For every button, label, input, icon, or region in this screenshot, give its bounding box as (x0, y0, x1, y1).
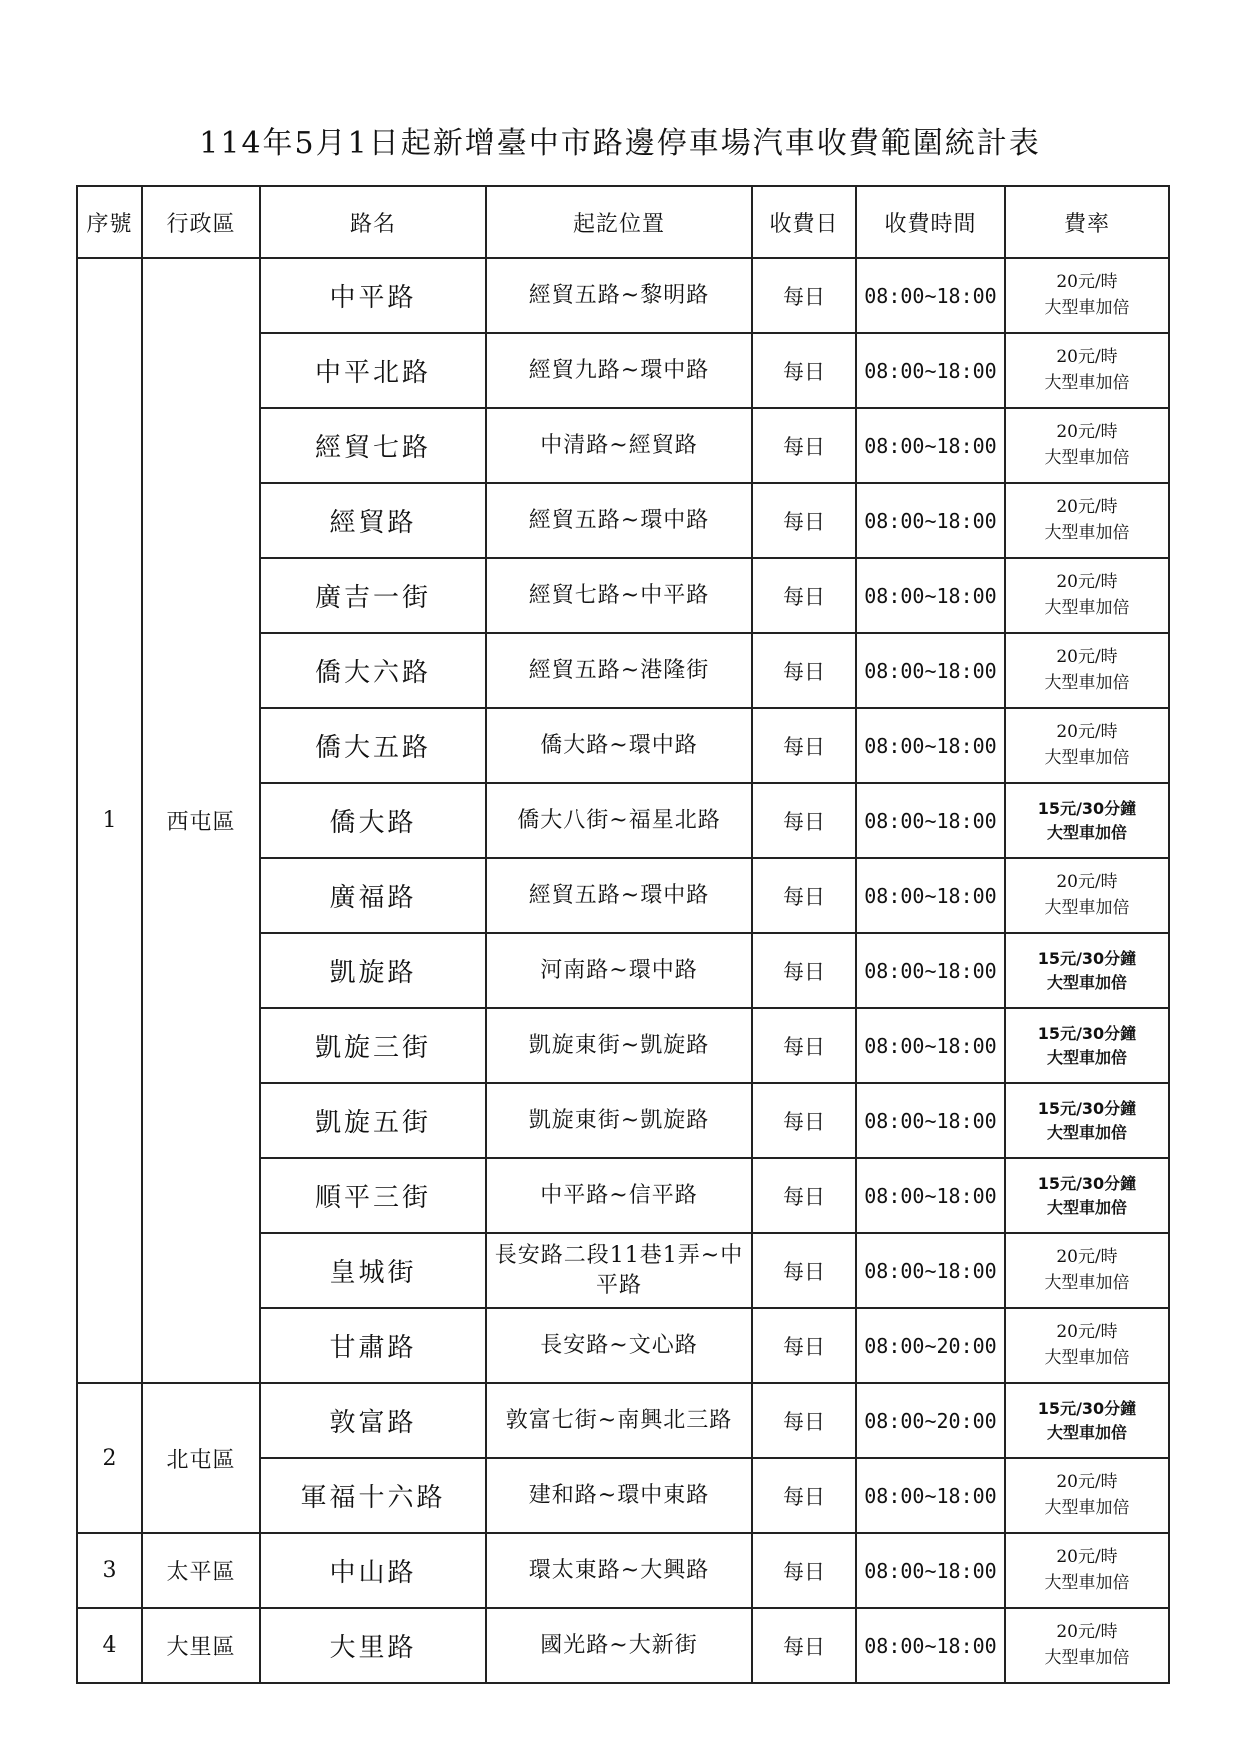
header-road: 路名 (260, 186, 486, 258)
header-rate: 費率 (1005, 186, 1169, 258)
road-range-cell: 僑大路~環中路 (486, 708, 752, 783)
rate-price: 15元/30分鐘 (1037, 798, 1137, 818)
road-name-cell: 大里路 (260, 1608, 486, 1683)
rate-note: 大型車加倍 (1044, 672, 1130, 693)
road-range-cell: 中清路~經貿路 (486, 408, 752, 483)
road-name-cell: 凱旋路 (260, 933, 486, 1008)
rate-price: 20元/時 (1056, 1322, 1118, 1342)
rate-cell (1005, 483, 1169, 558)
rate-price: 20元/時 (1056, 1547, 1118, 1567)
road-range-cell: 經貿九路~環中路 (486, 333, 752, 408)
rate-note: 大型車加倍 (1046, 1422, 1127, 1442)
charge-time-cell: 08:00~18:00 (856, 483, 1005, 558)
road-name-cell: 僑大六路 (260, 633, 486, 708)
rate-note: 大型車加倍 (1046, 822, 1127, 842)
header-district: 行政區 (142, 186, 260, 258)
rate-price: 20元/時 (1056, 872, 1118, 892)
charge-day-cell: 每日 (752, 1233, 856, 1308)
charge-day-cell: 每日 (752, 783, 856, 858)
rate-cell (1005, 858, 1169, 933)
charge-time-cell: 08:00~18:00 (856, 1608, 1005, 1683)
rate-cell (1005, 1083, 1169, 1158)
rate-cell (1005, 633, 1169, 708)
road-range-cell: 河南路~環中路 (486, 933, 752, 1008)
header-range: 起訖位置 (486, 186, 752, 258)
row-number-cell: 3 (77, 1533, 142, 1608)
rate-cell (1005, 333, 1169, 408)
road-name-cell: 僑大路 (260, 783, 486, 858)
road-name-cell: 經貿七路 (260, 408, 486, 483)
rate-note: 大型車加倍 (1044, 522, 1130, 543)
district-cell: 西屯區 (142, 258, 260, 1383)
rate-cell (1005, 1158, 1169, 1233)
rate-price: 20元/時 (1056, 722, 1118, 742)
rate-cell (1005, 1608, 1169, 1683)
rate-price: 20元/時 (1056, 1247, 1118, 1267)
row-number-cell: 2 (77, 1383, 142, 1533)
charge-day-cell: 每日 (752, 558, 856, 633)
charge-time-cell: 08:00~18:00 (856, 858, 1005, 933)
road-name-cell: 甘肅路 (260, 1308, 486, 1383)
charge-time-cell: 08:00~18:00 (856, 633, 1005, 708)
road-name-cell: 皇城街 (260, 1233, 486, 1308)
document-title: 114年5月1日起新增臺中市路邊停車場汽車收費範圍統計表 (199, 126, 1041, 161)
rate-cell (1005, 1383, 1169, 1458)
rate-note: 大型車加倍 (1044, 747, 1130, 768)
rate-note: 大型車加倍 (1044, 1272, 1130, 1293)
charge-time-cell: 08:00~18:00 (856, 933, 1005, 1008)
road-name-cell: 凱旋三街 (260, 1008, 486, 1083)
rate-price: 20元/時 (1056, 272, 1118, 292)
rate-note: 大型車加倍 (1046, 1122, 1127, 1142)
charge-time-cell: 08:00~18:00 (856, 1008, 1005, 1083)
road-name-cell: 順平三街 (260, 1158, 486, 1233)
charge-time-cell: 08:00~18:00 (856, 708, 1005, 783)
rate-note: 大型車加倍 (1044, 1347, 1130, 1368)
road-range-cell: 經貿五路~港隆街 (486, 633, 752, 708)
road-range-cell: 國光路~大新街 (486, 1608, 752, 1683)
rate-price: 20元/時 (1056, 647, 1118, 667)
charge-time-cell: 08:00~20:00 (856, 1308, 1005, 1383)
rate-note: 大型車加倍 (1046, 1197, 1127, 1217)
rate-cell (1005, 783, 1169, 858)
road-range-cell: 建和路~環中東路 (486, 1458, 752, 1533)
road-range-cell: 經貿五路~環中路 (486, 483, 752, 558)
charge-time-cell: 08:00~18:00 (856, 258, 1005, 333)
charge-day-cell: 每日 (752, 1458, 856, 1533)
charge-day-cell: 每日 (752, 708, 856, 783)
rate-note: 大型車加倍 (1044, 1647, 1130, 1668)
charge-time-cell: 08:00~18:00 (856, 1158, 1005, 1233)
road-name-cell: 中平路 (260, 258, 486, 333)
road-name-cell: 僑大五路 (260, 708, 486, 783)
road-range-cell: 經貿五路~環中路 (486, 858, 752, 933)
charge-day-cell: 每日 (752, 1008, 856, 1083)
charge-time-cell: 08:00~18:00 (856, 558, 1005, 633)
header-no: 序號 (77, 186, 142, 258)
road-range-cell: 長安路二段11巷1弄~中平路 (486, 1233, 752, 1308)
rate-note: 大型車加倍 (1044, 372, 1130, 393)
header-time: 收費時間 (856, 186, 1005, 258)
rate-price: 20元/時 (1056, 422, 1118, 442)
charge-day-cell: 每日 (752, 1308, 856, 1383)
rate-cell (1005, 1533, 1169, 1608)
charge-day-cell: 每日 (752, 633, 856, 708)
rate-cell (1005, 1308, 1169, 1383)
charge-day-cell: 每日 (752, 1608, 856, 1683)
charge-time-cell: 08:00~18:00 (856, 1533, 1005, 1608)
road-range-cell: 敦富七街~南興北三路 (486, 1383, 752, 1458)
road-name-cell: 中平北路 (260, 333, 486, 408)
rate-price: 15元/30分鐘 (1037, 1398, 1137, 1418)
row-number-cell: 1 (77, 258, 142, 1383)
road-name-cell: 中山路 (260, 1533, 486, 1608)
rate-cell (1005, 1233, 1169, 1308)
charge-time-cell: 08:00~18:00 (856, 1083, 1005, 1158)
rate-price: 20元/時 (1056, 497, 1118, 517)
rate-cell (1005, 1008, 1169, 1083)
charge-time-cell: 08:00~18:00 (856, 333, 1005, 408)
road-name-cell: 廣吉一街 (260, 558, 486, 633)
road-range-cell: 環太東路~大興路 (486, 1533, 752, 1608)
charge-day-cell: 每日 (752, 1158, 856, 1233)
rate-price: 20元/時 (1056, 347, 1118, 367)
rate-cell (1005, 408, 1169, 483)
rate-cell (1005, 1458, 1169, 1533)
header-day: 收費日 (752, 186, 856, 258)
table-row (77, 258, 1169, 333)
road-range-cell: 經貿七路~中平路 (486, 558, 752, 633)
table-row (77, 1608, 1169, 1683)
road-range-cell: 中平路~信平路 (486, 1158, 752, 1233)
charge-time-cell: 08:00~18:00 (856, 1233, 1005, 1308)
road-range-cell: 僑大八街~福星北路 (486, 783, 752, 858)
rate-note: 大型車加倍 (1046, 1047, 1127, 1067)
rate-price: 20元/時 (1056, 572, 1118, 592)
rate-price: 20元/時 (1056, 1622, 1118, 1642)
rate-note: 大型車加倍 (1046, 972, 1127, 992)
charge-day-cell: 每日 (752, 1383, 856, 1458)
parking-fee-table (76, 185, 1170, 1684)
rate-note: 大型車加倍 (1044, 447, 1130, 468)
rate-price: 15元/30分鐘 (1037, 1173, 1137, 1193)
rate-cell (1005, 558, 1169, 633)
road-range-cell: 經貿五路~黎明路 (486, 258, 752, 333)
table-row (77, 1383, 1169, 1458)
rate-note: 大型車加倍 (1044, 1572, 1130, 1593)
rate-note: 大型車加倍 (1044, 1497, 1130, 1518)
table-body (77, 258, 1169, 1683)
charge-time-cell: 08:00~18:00 (856, 408, 1005, 483)
road-name-cell: 經貿路 (260, 483, 486, 558)
table-row (77, 1533, 1169, 1608)
charge-day-cell: 每日 (752, 258, 856, 333)
road-name-cell: 廣福路 (260, 858, 486, 933)
rate-note: 大型車加倍 (1044, 297, 1130, 318)
district-cell: 太平區 (142, 1533, 260, 1608)
road-range-cell: 凱旋東街~凱旋路 (486, 1008, 752, 1083)
rate-price: 20元/時 (1056, 1472, 1118, 1492)
rate-cell (1005, 708, 1169, 783)
rate-price: 15元/30分鐘 (1037, 948, 1137, 968)
charge-day-cell: 每日 (752, 1083, 856, 1158)
charge-day-cell: 每日 (752, 933, 856, 1008)
district-cell: 大里區 (142, 1608, 260, 1683)
rate-cell (1005, 258, 1169, 333)
charge-day-cell: 每日 (752, 483, 856, 558)
charge-day-cell: 每日 (752, 333, 856, 408)
rate-cell (1005, 933, 1169, 1008)
road-name-cell: 凱旋五街 (260, 1083, 486, 1158)
road-range-cell: 長安路~文心路 (486, 1308, 752, 1383)
charge-time-cell: 08:00~20:00 (856, 1383, 1005, 1458)
charge-day-cell: 每日 (752, 1533, 856, 1608)
district-cell: 北屯區 (142, 1383, 260, 1533)
rate-price: 15元/30分鐘 (1037, 1098, 1137, 1118)
rate-price: 15元/30分鐘 (1037, 1023, 1137, 1043)
charge-day-cell: 每日 (752, 408, 856, 483)
rate-note: 大型車加倍 (1044, 897, 1130, 918)
road-name-cell: 敦富路 (260, 1383, 486, 1458)
charge-time-cell: 08:00~18:00 (856, 1458, 1005, 1533)
road-name-cell: 軍福十六路 (260, 1458, 486, 1533)
header-row (77, 186, 1169, 258)
row-number-cell: 4 (77, 1608, 142, 1683)
charge-time-cell: 08:00~18:00 (856, 783, 1005, 858)
rate-note: 大型車加倍 (1044, 597, 1130, 618)
road-range-cell: 凱旋東街~凱旋路 (486, 1083, 752, 1158)
charge-day-cell: 每日 (752, 858, 856, 933)
